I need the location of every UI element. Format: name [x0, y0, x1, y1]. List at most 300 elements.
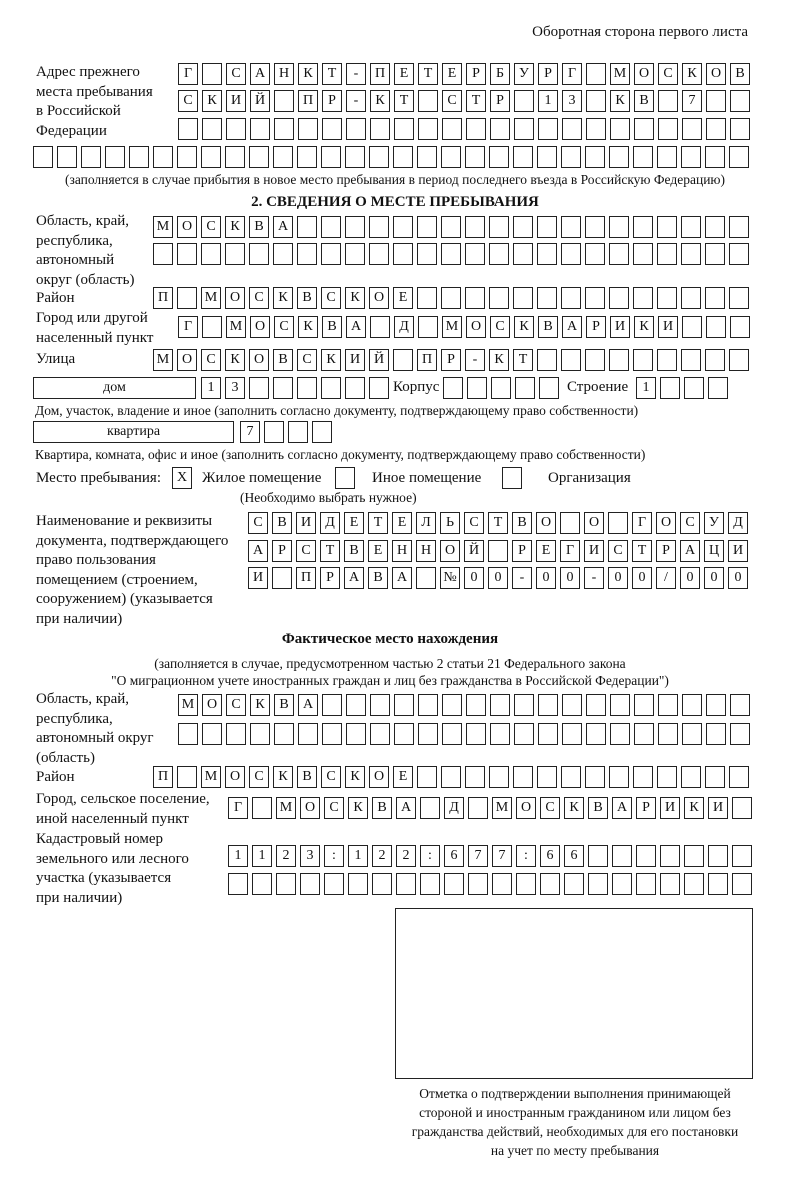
char-cell[interactable]: К: [321, 349, 341, 371]
char-cell[interactable]: [202, 316, 222, 338]
char-cell[interactable]: О: [584, 512, 604, 534]
char-cell[interactable]: [660, 845, 680, 867]
char-cell[interactable]: Г: [560, 540, 580, 562]
char-cell[interactable]: [273, 377, 293, 399]
char-cell[interactable]: [393, 146, 413, 168]
char-cell[interactable]: В: [274, 694, 294, 716]
char-cell[interactable]: М: [178, 694, 198, 716]
char-cell[interactable]: [345, 377, 365, 399]
char-cell[interactable]: [489, 146, 509, 168]
char-cell[interactable]: К: [273, 766, 293, 788]
char-cell[interactable]: [540, 873, 560, 895]
char-cell[interactable]: А: [392, 567, 412, 589]
char-cell[interactable]: [561, 216, 581, 238]
char-cell[interactable]: П: [153, 766, 173, 788]
char-cell[interactable]: [681, 349, 701, 371]
char-cell[interactable]: 1: [348, 845, 368, 867]
char-cell[interactable]: К: [298, 63, 318, 85]
char-cell[interactable]: [348, 873, 368, 895]
char-cell[interactable]: С: [321, 766, 341, 788]
char-cell[interactable]: [537, 146, 557, 168]
char-cell[interactable]: [418, 316, 438, 338]
char-cell[interactable]: [705, 146, 725, 168]
char-cell[interactable]: [394, 118, 414, 140]
char-cell[interactable]: [708, 377, 728, 399]
char-cell[interactable]: [538, 723, 558, 745]
char-cell[interactable]: И: [660, 797, 680, 819]
char-cell[interactable]: [708, 845, 728, 867]
char-cell[interactable]: [729, 243, 749, 265]
char-cell[interactable]: А: [612, 797, 632, 819]
char-cell[interactable]: [264, 421, 284, 443]
char-cell[interactable]: [561, 146, 581, 168]
char-cell[interactable]: К: [489, 349, 509, 371]
char-cell[interactable]: В: [249, 216, 269, 238]
char-cell[interactable]: [586, 90, 606, 112]
char-cell[interactable]: [513, 146, 533, 168]
char-cell[interactable]: [585, 243, 605, 265]
char-cell[interactable]: К: [514, 316, 534, 338]
char-cell[interactable]: А: [298, 694, 318, 716]
char-cell[interactable]: :: [516, 845, 536, 867]
char-cell[interactable]: Г: [228, 797, 248, 819]
char-cell[interactable]: [585, 216, 605, 238]
char-cell[interactable]: [321, 243, 341, 265]
char-cell[interactable]: [586, 694, 606, 716]
char-cell[interactable]: 0: [464, 567, 484, 589]
char-cell[interactable]: 6: [444, 845, 464, 867]
char-cell[interactable]: К: [682, 63, 702, 85]
char-cell[interactable]: [441, 766, 461, 788]
char-cell[interactable]: О: [440, 540, 460, 562]
char-cell[interactable]: [394, 694, 414, 716]
char-cell[interactable]: [708, 873, 728, 895]
char-cell[interactable]: [274, 723, 294, 745]
char-cell[interactable]: [489, 287, 509, 309]
char-cell[interactable]: С: [324, 797, 344, 819]
char-cell[interactable]: [420, 873, 440, 895]
char-cell[interactable]: К: [225, 349, 245, 371]
char-cell[interactable]: [564, 873, 584, 895]
char-cell[interactable]: -: [584, 567, 604, 589]
char-cell[interactable]: [250, 118, 270, 140]
char-cell[interactable]: [492, 873, 512, 895]
char-cell[interactable]: Д: [394, 316, 414, 338]
char-cell[interactable]: Е: [344, 512, 364, 534]
char-cell[interactable]: [369, 146, 389, 168]
char-cell[interactable]: Р: [272, 540, 292, 562]
char-cell[interactable]: О: [536, 512, 556, 534]
char-cell[interactable]: П: [296, 567, 316, 589]
char-cell[interactable]: [705, 766, 725, 788]
char-cell[interactable]: 0: [488, 567, 508, 589]
char-cell[interactable]: [608, 512, 628, 534]
char-cell[interactable]: [345, 146, 365, 168]
char-cell[interactable]: [129, 146, 149, 168]
char-cell[interactable]: 1: [636, 377, 656, 399]
char-cell[interactable]: [250, 723, 270, 745]
char-cell[interactable]: [225, 146, 245, 168]
char-cell[interactable]: Й: [250, 90, 270, 112]
char-cell[interactable]: О: [202, 694, 222, 716]
char-cell[interactable]: [441, 216, 461, 238]
char-cell[interactable]: [706, 90, 726, 112]
char-cell[interactable]: О: [369, 287, 389, 309]
char-cell[interactable]: С: [608, 540, 628, 562]
char-cell[interactable]: [249, 146, 269, 168]
char-cell[interactable]: [322, 723, 342, 745]
char-cell[interactable]: К: [345, 287, 365, 309]
char-cell[interactable]: Е: [442, 63, 462, 85]
char-cell[interactable]: Д: [444, 797, 464, 819]
char-cell[interactable]: [730, 316, 750, 338]
char-cell[interactable]: -: [512, 567, 532, 589]
char-cell[interactable]: 0: [680, 567, 700, 589]
char-cell[interactable]: [730, 90, 750, 112]
char-cell[interactable]: [681, 243, 701, 265]
char-cell[interactable]: И: [728, 540, 748, 562]
char-cell[interactable]: [732, 845, 752, 867]
char-cell[interactable]: А: [562, 316, 582, 338]
char-cell[interactable]: 3: [300, 845, 320, 867]
char-cell[interactable]: [684, 873, 704, 895]
char-cell[interactable]: И: [610, 316, 630, 338]
char-cell[interactable]: [297, 146, 317, 168]
char-cell[interactable]: Е: [393, 287, 413, 309]
char-cell[interactable]: [490, 118, 510, 140]
char-cell[interactable]: С: [201, 349, 221, 371]
char-cell[interactable]: [609, 766, 629, 788]
char-cell[interactable]: [609, 146, 629, 168]
char-cell[interactable]: О: [250, 316, 270, 338]
char-cell[interactable]: В: [634, 90, 654, 112]
char-cell[interactable]: 0: [728, 567, 748, 589]
char-cell[interactable]: [312, 421, 332, 443]
char-cell[interactable]: [657, 287, 677, 309]
char-cell[interactable]: А: [248, 540, 268, 562]
char-cell[interactable]: 1: [252, 845, 272, 867]
char-cell[interactable]: [516, 873, 536, 895]
char-cell[interactable]: К: [250, 694, 270, 716]
char-cell[interactable]: [684, 845, 704, 867]
char-cell[interactable]: 7: [682, 90, 702, 112]
char-cell[interactable]: [562, 118, 582, 140]
char-cell[interactable]: С: [442, 90, 462, 112]
char-cell[interactable]: [466, 118, 486, 140]
char-cell[interactable]: С: [321, 287, 341, 309]
char-cell[interactable]: Н: [392, 540, 412, 562]
char-cell[interactable]: [57, 146, 77, 168]
char-cell[interactable]: [324, 873, 344, 895]
char-cell[interactable]: [81, 146, 101, 168]
char-cell[interactable]: [465, 216, 485, 238]
char-cell[interactable]: В: [344, 540, 364, 562]
char-cell[interactable]: К: [348, 797, 368, 819]
char-cell[interactable]: [153, 243, 173, 265]
char-cell[interactable]: [372, 873, 392, 895]
char-cell[interactable]: [585, 287, 605, 309]
char-cell[interactable]: [515, 377, 535, 399]
char-cell[interactable]: И: [658, 316, 678, 338]
char-cell[interactable]: [562, 694, 582, 716]
char-cell[interactable]: [465, 146, 485, 168]
char-cell[interactable]: К: [202, 90, 222, 112]
char-cell[interactable]: И: [345, 349, 365, 371]
char-cell[interactable]: [562, 723, 582, 745]
char-cell[interactable]: [249, 243, 269, 265]
char-cell[interactable]: Р: [441, 349, 461, 371]
char-cell[interactable]: [488, 540, 508, 562]
char-cell[interactable]: Б: [490, 63, 510, 85]
char-cell[interactable]: Ь: [440, 512, 460, 534]
char-cell[interactable]: [657, 766, 677, 788]
char-cell[interactable]: [465, 287, 485, 309]
char-cell[interactable]: В: [297, 766, 317, 788]
char-cell[interactable]: [585, 349, 605, 371]
char-cell[interactable]: К: [634, 316, 654, 338]
char-cell[interactable]: [609, 216, 629, 238]
char-cell[interactable]: [441, 287, 461, 309]
char-cell[interactable]: [273, 146, 293, 168]
char-cell[interactable]: С: [540, 797, 560, 819]
char-cell[interactable]: [418, 694, 438, 716]
char-cell[interactable]: [610, 118, 630, 140]
char-cell[interactable]: [634, 723, 654, 745]
char-cell[interactable]: [561, 349, 581, 371]
char-cell[interactable]: Г: [178, 316, 198, 338]
char-cell[interactable]: [489, 243, 509, 265]
char-cell[interactable]: Т: [632, 540, 652, 562]
char-cell[interactable]: Г: [562, 63, 582, 85]
char-cell[interactable]: Ц: [704, 540, 724, 562]
char-cell[interactable]: [345, 216, 365, 238]
char-cell[interactable]: [226, 118, 246, 140]
checkbox-organization[interactable]: [502, 467, 522, 489]
char-cell[interactable]: П: [417, 349, 437, 371]
char-cell[interactable]: В: [538, 316, 558, 338]
char-cell[interactable]: Р: [320, 567, 340, 589]
char-cell[interactable]: [297, 216, 317, 238]
char-cell[interactable]: [729, 766, 749, 788]
char-cell[interactable]: Т: [513, 349, 533, 371]
char-cell[interactable]: С: [249, 766, 269, 788]
char-cell[interactable]: Е: [392, 512, 412, 534]
char-cell[interactable]: [416, 567, 436, 589]
char-cell[interactable]: [300, 873, 320, 895]
char-cell[interactable]: [682, 118, 702, 140]
char-cell[interactable]: [177, 243, 197, 265]
char-cell[interactable]: [393, 216, 413, 238]
char-cell[interactable]: В: [588, 797, 608, 819]
char-cell[interactable]: Г: [632, 512, 652, 534]
char-cell[interactable]: [729, 216, 749, 238]
char-cell[interactable]: С: [297, 349, 317, 371]
char-cell[interactable]: [732, 873, 752, 895]
char-cell[interactable]: [202, 63, 222, 85]
char-cell[interactable]: [539, 377, 559, 399]
char-cell[interactable]: М: [153, 349, 173, 371]
char-cell[interactable]: [705, 349, 725, 371]
char-cell[interactable]: Й: [464, 540, 484, 562]
char-cell[interactable]: К: [684, 797, 704, 819]
char-cell[interactable]: [612, 845, 632, 867]
char-cell[interactable]: [561, 766, 581, 788]
char-cell[interactable]: [417, 766, 437, 788]
char-cell[interactable]: [537, 216, 557, 238]
char-cell[interactable]: [705, 243, 725, 265]
char-cell[interactable]: [609, 349, 629, 371]
char-cell[interactable]: К: [273, 287, 293, 309]
char-cell[interactable]: 0: [536, 567, 556, 589]
char-cell[interactable]: [657, 216, 677, 238]
char-cell[interactable]: [370, 694, 390, 716]
char-cell[interactable]: [609, 243, 629, 265]
char-cell[interactable]: [561, 287, 581, 309]
char-cell[interactable]: [274, 90, 294, 112]
char-cell[interactable]: К: [370, 90, 390, 112]
char-cell[interactable]: 1: [228, 845, 248, 867]
char-cell[interactable]: [633, 349, 653, 371]
char-cell[interactable]: Т: [322, 63, 342, 85]
char-cell[interactable]: [658, 694, 678, 716]
char-cell[interactable]: [537, 766, 557, 788]
char-cell[interactable]: -: [346, 63, 366, 85]
char-cell[interactable]: А: [250, 63, 270, 85]
char-cell[interactable]: [585, 146, 605, 168]
char-cell[interactable]: В: [322, 316, 342, 338]
char-cell[interactable]: Е: [394, 63, 414, 85]
char-cell[interactable]: [730, 118, 750, 140]
char-cell[interactable]: В: [368, 567, 388, 589]
char-cell[interactable]: [705, 216, 725, 238]
char-cell[interactable]: [706, 694, 726, 716]
char-cell[interactable]: [417, 216, 437, 238]
char-cell[interactable]: [466, 694, 486, 716]
char-cell[interactable]: А: [346, 316, 366, 338]
char-cell[interactable]: [730, 723, 750, 745]
char-cell[interactable]: [636, 845, 656, 867]
char-cell[interactable]: [225, 243, 245, 265]
char-cell[interactable]: 1: [201, 377, 221, 399]
char-cell[interactable]: С: [226, 63, 246, 85]
char-cell[interactable]: [297, 243, 317, 265]
char-cell[interactable]: У: [704, 512, 724, 534]
char-cell[interactable]: А: [273, 216, 293, 238]
char-cell[interactable]: [202, 118, 222, 140]
char-cell[interactable]: Л: [416, 512, 436, 534]
char-cell[interactable]: [298, 118, 318, 140]
char-cell[interactable]: [468, 797, 488, 819]
char-cell[interactable]: К: [564, 797, 584, 819]
char-cell[interactable]: М: [610, 63, 630, 85]
char-cell[interactable]: [586, 118, 606, 140]
char-cell[interactable]: [297, 377, 317, 399]
char-cell[interactable]: С: [658, 63, 678, 85]
char-cell[interactable]: [681, 287, 701, 309]
char-cell[interactable]: М: [153, 216, 173, 238]
char-cell[interactable]: М: [201, 287, 221, 309]
char-cell[interactable]: [513, 216, 533, 238]
char-cell[interactable]: Е: [393, 766, 413, 788]
char-cell[interactable]: [537, 287, 557, 309]
char-cell[interactable]: К: [610, 90, 630, 112]
char-cell[interactable]: В: [272, 512, 292, 534]
char-cell[interactable]: Т: [488, 512, 508, 534]
char-cell[interactable]: [682, 723, 702, 745]
char-cell[interactable]: [658, 723, 678, 745]
char-cell[interactable]: [444, 873, 464, 895]
char-cell[interactable]: А: [680, 540, 700, 562]
char-cell[interactable]: Е: [536, 540, 556, 562]
char-cell[interactable]: [346, 723, 366, 745]
char-cell[interactable]: [393, 349, 413, 371]
char-cell[interactable]: 7: [468, 845, 488, 867]
char-cell[interactable]: [490, 694, 510, 716]
char-cell[interactable]: [588, 873, 608, 895]
char-cell[interactable]: С: [226, 694, 246, 716]
char-cell[interactable]: [514, 118, 534, 140]
char-cell[interactable]: О: [369, 766, 389, 788]
char-cell[interactable]: [636, 873, 656, 895]
char-cell[interactable]: [298, 723, 318, 745]
char-cell[interactable]: [346, 694, 366, 716]
char-cell[interactable]: У: [514, 63, 534, 85]
char-cell[interactable]: [105, 146, 125, 168]
char-cell[interactable]: [705, 287, 725, 309]
char-cell[interactable]: [177, 146, 197, 168]
char-cell[interactable]: О: [466, 316, 486, 338]
char-cell[interactable]: Т: [320, 540, 340, 562]
char-cell[interactable]: М: [201, 766, 221, 788]
char-cell[interactable]: [491, 377, 511, 399]
char-cell[interactable]: [153, 146, 173, 168]
char-cell[interactable]: [201, 243, 221, 265]
char-cell[interactable]: 0: [632, 567, 652, 589]
char-cell[interactable]: [489, 766, 509, 788]
char-cell[interactable]: 6: [540, 845, 560, 867]
char-cell[interactable]: [610, 694, 630, 716]
char-cell[interactable]: /: [656, 567, 676, 589]
char-cell[interactable]: О: [516, 797, 536, 819]
char-cell[interactable]: [276, 873, 296, 895]
char-cell[interactable]: [321, 377, 341, 399]
char-cell[interactable]: Р: [512, 540, 532, 562]
char-cell[interactable]: [681, 766, 701, 788]
char-cell[interactable]: 3: [225, 377, 245, 399]
char-cell[interactable]: [177, 766, 197, 788]
checkbox-residential[interactable]: X: [172, 467, 192, 489]
char-cell[interactable]: К: [225, 216, 245, 238]
char-cell[interactable]: [633, 766, 653, 788]
char-cell[interactable]: Т: [394, 90, 414, 112]
char-cell[interactable]: [537, 243, 557, 265]
char-cell[interactable]: :: [420, 845, 440, 867]
char-cell[interactable]: [729, 287, 749, 309]
char-cell[interactable]: [369, 216, 389, 238]
char-cell[interactable]: 2: [396, 845, 416, 867]
char-cell[interactable]: П: [153, 287, 173, 309]
char-cell[interactable]: Р: [586, 316, 606, 338]
char-cell[interactable]: Р: [322, 90, 342, 112]
char-cell[interactable]: [660, 377, 680, 399]
char-cell[interactable]: Н: [274, 63, 294, 85]
char-cell[interactable]: [706, 118, 726, 140]
char-cell[interactable]: [513, 287, 533, 309]
char-cell[interactable]: М: [226, 316, 246, 338]
char-cell[interactable]: :: [324, 845, 344, 867]
char-cell[interactable]: Й: [369, 349, 389, 371]
char-cell[interactable]: [657, 243, 677, 265]
